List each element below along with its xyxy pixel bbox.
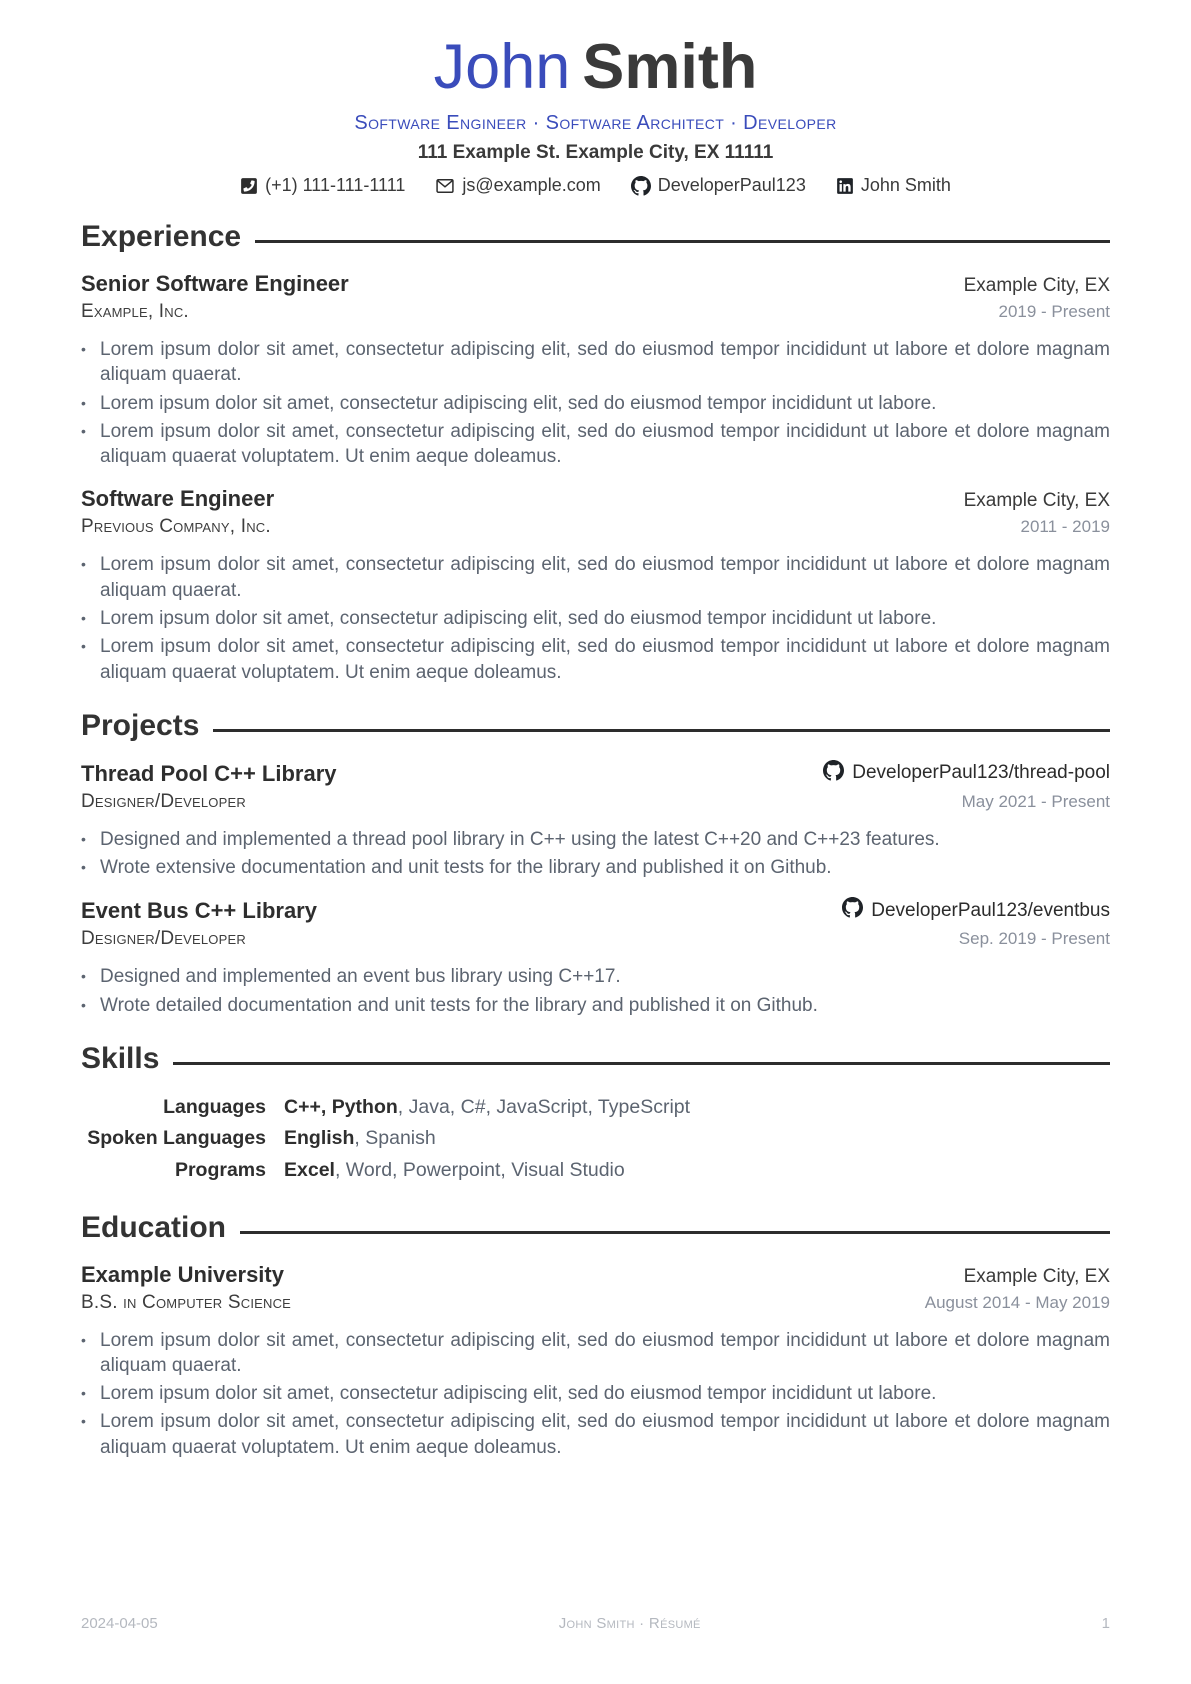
degree: B.S. in Computer Science (81, 1291, 292, 1313)
skill-row (81, 1123, 1110, 1155)
skills-table (81, 1092, 1110, 1187)
tagline: Software Engineer · Software Architect · Developer (354, 112, 837, 135)
job-location: Example City, EX (963, 275, 1110, 297)
repo-path: DeveloperPaul123/eventbus (871, 899, 1110, 921)
bullet-icon: • (81, 1331, 86, 1348)
job-dates: 2019 - Present (998, 302, 1110, 322)
section-skills (81, 1042, 1110, 1187)
footer-title: John Smith · Résumé (558, 1615, 701, 1632)
skill-row (81, 1092, 1110, 1124)
contact-row (81, 175, 1110, 196)
project-entry (81, 760, 1110, 881)
bullet-icon: • (81, 1413, 86, 1430)
bullet-icon: • (81, 610, 86, 626)
bullet-item: • Lorem ipsum dolor sit amet, consectetur adipiscing elit, sed do eiusmod tempor incididunt ut labore et dolore magnam aliquam quaerat. (81, 1328, 1110, 1379)
contact-email[interactable] (435, 175, 600, 196)
github-icon (823, 760, 844, 787)
school-name: Example University (81, 1261, 284, 1287)
page-footer (81, 1615, 1110, 1632)
section-title-projects: Projects (81, 708, 200, 742)
project-entry (81, 897, 1110, 1018)
github-icon (842, 897, 863, 924)
skill-value: C++, Python, Java, C#, JavaScript, TypeScript (284, 1095, 691, 1118)
section-title-experience: Experience (81, 220, 242, 254)
skill-row (81, 1155, 1110, 1187)
footer-date: 2024-04-05 (81, 1615, 158, 1632)
bullet-item: • Lorem ipsum dolor sit amet, consectetur adipiscing elit, sed do eiusmod tempor incididunt ut labore et dolore magnam aliquam quaerat. (81, 337, 1110, 388)
github-icon (631, 176, 651, 196)
section-rule (173, 1062, 1110, 1065)
phone-icon (240, 177, 258, 195)
linkedin-icon (836, 177, 854, 195)
skill-value: Excel, Word, Powerpoint, Visual Studio (284, 1159, 625, 1182)
email-icon (435, 176, 455, 196)
job-title: Software Engineer (81, 486, 275, 512)
address: 111 Example St. Example City, EX 11111 (417, 142, 774, 164)
section-rule (255, 240, 1110, 243)
contact-phone[interactable] (240, 175, 405, 196)
job-location: Example City, EX (963, 490, 1110, 512)
bullet-icon: • (81, 394, 86, 411)
job-dates: 2011 - 2019 (1020, 517, 1110, 537)
section-rule (240, 1231, 1110, 1234)
page-number: 1 (1101, 1615, 1110, 1632)
school-location: Example City, EX (963, 1265, 1110, 1287)
bullet-item: • Lorem ipsum dolor sit amet, consectetur adipiscing elit, sed do eiusmod tempor incididunt ut labore et dolore magnam aliquam quaerat voluptatem. Ut enim aeque doleamus. (81, 419, 1110, 470)
bullet-icon: • (81, 341, 86, 358)
project-name: Thread Pool C++ Library (81, 760, 337, 786)
contact-linkedin[interactable] (836, 175, 951, 196)
company-name: Example, Inc. (81, 301, 189, 323)
contact-github[interactable] (631, 175, 806, 196)
email-text: js@example.com (462, 175, 601, 196)
project-role: Designer/Developer (81, 928, 246, 950)
project-repo-link[interactable] (842, 897, 1110, 924)
repo-path: DeveloperPaul123/thread-pool (852, 762, 1110, 784)
experience-entry (81, 271, 1110, 469)
section-rule (213, 729, 1110, 732)
project-repo-link[interactable] (823, 760, 1110, 787)
bullet-icon: • (81, 1385, 86, 1402)
section-projects (81, 709, 1110, 1018)
github-handle: DeveloperPaul123 (657, 175, 806, 196)
bullet-item: • Lorem ipsum dolor sit amet, consectetur adipiscing elit, sed do eiusmod tempor incididunt ut labore et dolore magnam aliquam quaerat voluptatem. Ut enim aeque doleamus. (81, 634, 1110, 685)
bullet-icon: • (81, 968, 86, 985)
project-dates: Sep. 2019 - Present (958, 929, 1110, 949)
bullet-item: • Lorem ipsum dolor sit amet, consectetur adipiscing elit, sed do eiusmod tempor incididunt ut labore. (81, 1381, 1110, 1406)
bullet-icon: • (81, 996, 86, 1013)
section-experience (81, 220, 1110, 685)
bullet-icon: • (81, 830, 86, 847)
project-name: Event Bus C++ Library (81, 898, 317, 924)
education-entry (81, 1262, 1110, 1460)
skill-label: Programs (174, 1159, 266, 1182)
bullet-icon: • (81, 859, 86, 876)
experience-entry (81, 486, 1110, 684)
bullet-item: • Wrote detailed documentation and unit tests for the library and published it on Github. (81, 993, 1110, 1018)
bullet-item: • Lorem ipsum dolor sit amet, consectetur adipiscing elit, sed do eiusmod tempor incididunt ut labore. (81, 391, 1110, 416)
company-name: Previous Company, Inc. (81, 516, 271, 538)
last-name: Smith (582, 32, 758, 102)
linkedin-name: John Smith (860, 175, 951, 196)
bullet-item: • Lorem ipsum dolor sit amet, consectetur adipiscing elit, sed do eiusmod tempor incididunt ut labore. (81, 606, 1110, 631)
skill-label: Spoken Languages (87, 1127, 266, 1150)
first-name: John (433, 32, 571, 102)
section-title-skills: Skills (81, 1041, 160, 1075)
bullet-icon: • (81, 556, 86, 573)
job-title: Senior Software Engineer (81, 271, 349, 297)
section-title-education: Education (81, 1210, 227, 1244)
bullet-item: • Lorem ipsum dolor sit amet, consectetur adipiscing elit, sed do eiusmod tempor incididunt ut labore et dolore magnam aliquam quaerat. (81, 552, 1110, 603)
person-name (81, 34, 1110, 100)
skill-label: Languages (163, 1095, 266, 1118)
bullet-item: • Lorem ipsum dolor sit amet, consectetur adipiscing elit, sed do eiusmod tempor incididunt ut labore et dolore magnam aliquam quaerat voluptatem. Ut enim aeque doleamus. (81, 1409, 1110, 1460)
bullet-item: • Designed and implemented an event bus library using C++17. (81, 964, 1110, 989)
education-dates: August 2014 - May 2019 (924, 1292, 1110, 1312)
project-role: Designer/Developer (81, 790, 246, 812)
project-dates: May 2021 - Present (961, 791, 1110, 811)
section-education (81, 1211, 1110, 1460)
phone-number: (+1) 111-111-1111 (265, 175, 406, 196)
bullet-item: • Wrote extensive documentation and unit tests for the library and published it on Github. (81, 855, 1110, 880)
skill-value: English, Spanish (284, 1127, 436, 1150)
bullet-icon: • (81, 638, 86, 655)
bullet-icon: • (81, 422, 86, 439)
bullet-item: • Designed and implemented a thread pool library in C++ using the latest C++20 and C++23 features. (81, 827, 1110, 852)
